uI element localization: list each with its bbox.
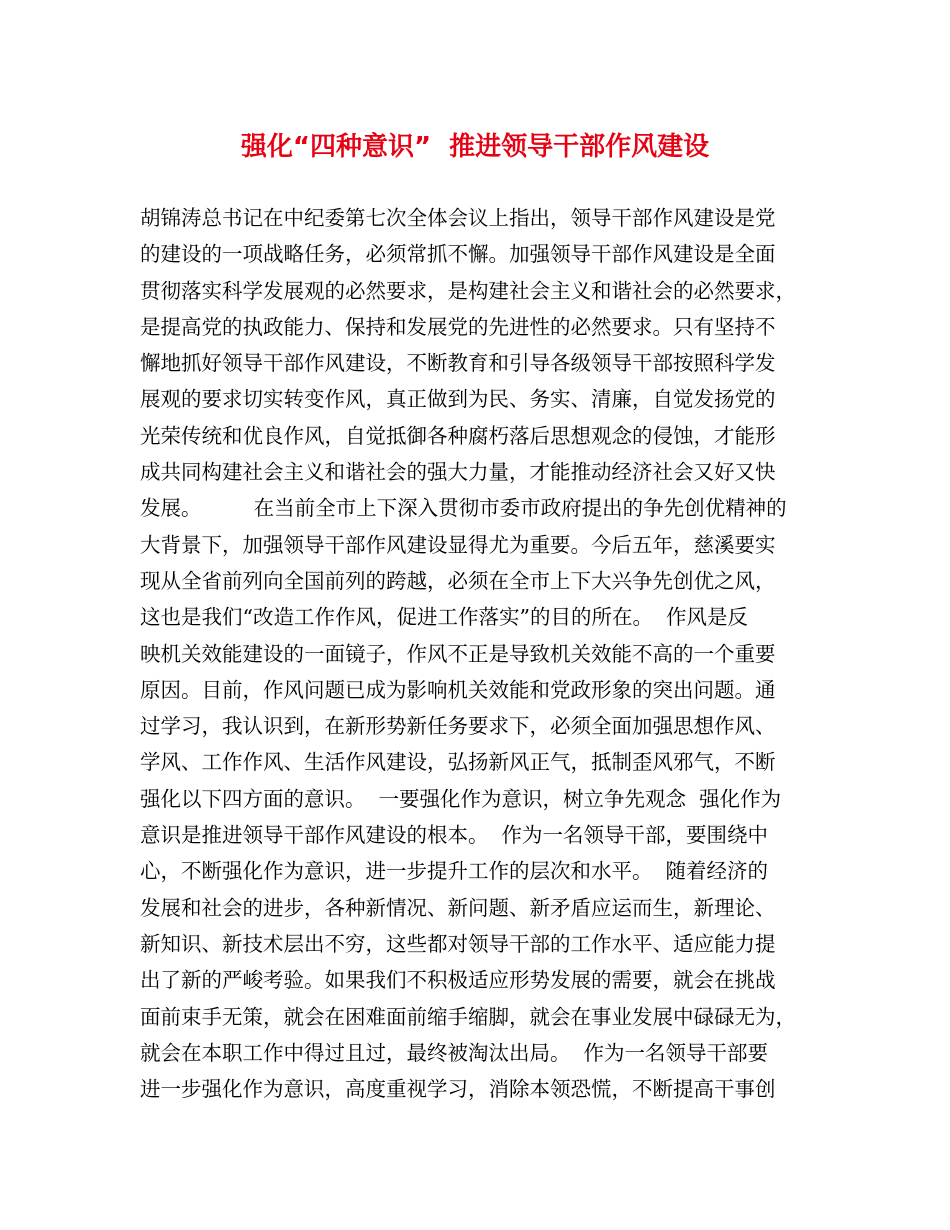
body-line: 的建设的一项战略任务，必须常抓不懈。加强领导干部作风建设是全面	[140, 242, 776, 267]
body-line: 发展和社会的进步，各种新情况、新问题、新矛盾应运而生，新理论、	[140, 895, 776, 920]
body-line: 就会在本职工作中得过且过，最终被淘汰出局。 作为一名领导干部要	[140, 1040, 769, 1065]
body-line: 现从全省前列向全国前列的跨越，必须在全市上下大兴争先创优之风，	[140, 568, 776, 593]
body-line: 面前束手无策，就会在困难面前缩手缩脚，就会在事业发展中碌碌无为，	[140, 1004, 796, 1029]
body-line: 强化以下四方面的意识。 一要强化作为意识，树立争先观念 强化作为	[140, 786, 782, 811]
body-line: 映机关效能建设的一面镜子，作风不正是导致机关效能不高的一个重要	[140, 641, 776, 666]
document-body	[140, 200, 820, 1107]
body-line: 成共同构建社会主义和谐社会的强大力量，才能推动经济社会又好又快	[140, 460, 776, 485]
body-line: 懈地抓好领导干部作风建设，不断教育和引导各级领导干部按照科学发	[140, 351, 776, 376]
body-line: 贯彻落实科学发展观的必然要求，是构建社会主义和谐社会的必然要求，	[140, 278, 796, 303]
body-line: 这也是我们“改造工作作风，促进工作落实”的目的所在。 作风是反	[140, 605, 748, 630]
body-line: 胡锦涛总书记在中纪委第七次全体会议上指出，领导干部作风建设是党	[140, 206, 776, 230]
body-line: 心，不断强化作为意识，进一步提升工作的层次和水平。 随着经济的	[140, 859, 769, 884]
body-line: 原因。目前，作风问题已成为影响机关效能和党政形象的突出问题。通	[140, 677, 776, 702]
body-line: 展观的要求切实转变作风，真正做到为民、务实、清廉，自觉发扬党的	[140, 387, 776, 412]
body-line: 过学习，我认识到，在新形势新任务要求下，必须全面加强思想作风、	[140, 714, 776, 739]
body-line: 新知识、新技术层出不穷，这些都对领导干部的工作水平、适应能力提	[140, 931, 776, 956]
body-line: 进一步强化作为意识，高度重视学习，消除本领恐慌，不断提高干事创	[140, 1077, 776, 1102]
body-line: 发展。 在当前全市上下深入贯彻市委市政府提出的争先创优精神的	[140, 496, 787, 521]
body-line: 光荣传统和优良作风，自觉抵御各种腐朽落后思想观念的侵蚀，才能形	[140, 423, 776, 448]
body-line: 大背景下，加强领导干部作风建设显得尤为重要。今后五年，慈溪要实	[140, 532, 776, 557]
body-line: 意识是推进领导干部作风建设的根本。 作为一名领导干部，要围绕中	[140, 823, 769, 848]
document-title: 强化“四种意识” 推进领导干部作风建设	[240, 132, 710, 162]
body-line: 是提高党的执政能力、保持和发展党的先进性的必然要求。只有坚持不	[140, 314, 776, 339]
body-line: 学风、工作作风、生活作风建设，弘扬新风正气，抵制歪风邪气，不断	[140, 750, 776, 775]
body-line: 出了新的严峻考验。如果我们不积极适应形势发展的需要，就会在挑战	[140, 968, 776, 993]
